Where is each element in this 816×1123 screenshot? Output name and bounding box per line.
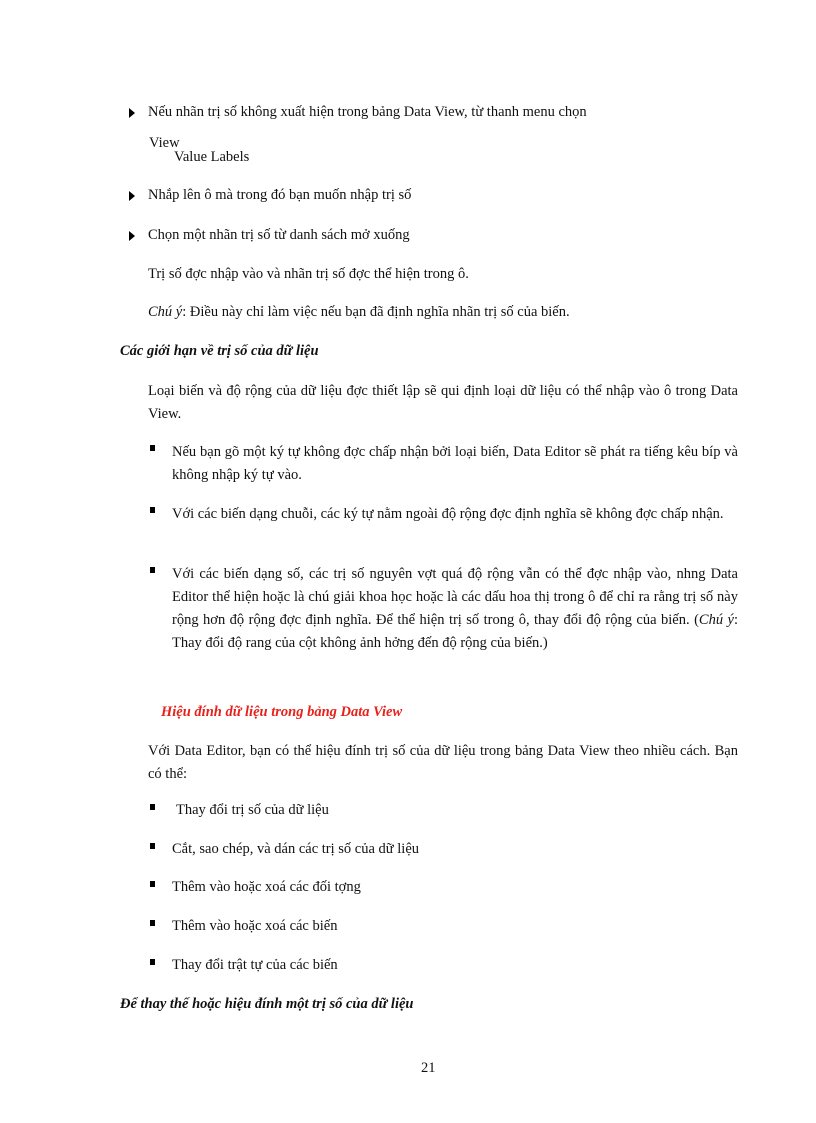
edit-item-5: Thay đổi trật tự của các biến (172, 957, 338, 973)
note-text: : Điều này chỉ làm việc nếu bạn đã định nghĩa nhãn trị số của biến. (182, 304, 570, 320)
note-2-open: ( (694, 612, 699, 628)
limits-item-3-text: Với các biến dạng số, các trị số nguyên vợt quá độ rộng vẫn có thể đợc nhập vào, nhng Data Editor thể hiện hoặc là chú giải khoa học hoặc là các dấu hoa thị trong ô để chỉ ra rằng trị số này rộng hơn độ rộng đợc định nghĩa. Để thể hiện trị số trong ô, thay đổi độ rộng của biến. (172, 566, 738, 628)
note-1 (148, 304, 570, 321)
bullet-text-3: Chọn một nhãn trị số từ danh sách mở xuống (148, 227, 410, 243)
square-bullet-icon (150, 881, 155, 887)
limits-item-1: Nếu bạn gõ một ký tự không đợc chấp nhận bởi loại biến, Data Editor sẽ phát ra tiếng kêu bíp và không nhập ký tự vào. (172, 444, 738, 483)
square-bullet-icon (150, 507, 155, 513)
triangle-bullet-icon (129, 231, 135, 241)
edit-paragraph: Với Data Editor, bạn có thể hiệu đính trị số của dữ liệu trong bảng Data View theo nhiều cách. Bạn có thể: (148, 743, 738, 782)
bullet-text-1: Nếu nhãn trị số không xuất hiện trong bảng Data View, từ thanh menu chọn (148, 104, 587, 120)
triangle-bullet-icon (129, 191, 135, 201)
limits-paragraph: Loại biến và độ rộng của dữ liệu đợc thiết lập sẽ qui định loại dữ liệu có thể nhập vào ô trong Data View. (148, 383, 738, 422)
result-text: Trị số đợc nhập vào và nhãn trị số đợc thể hiện trong ô. (148, 266, 469, 282)
square-bullet-icon (150, 445, 155, 451)
menu-view-label: View (149, 135, 180, 151)
triangle-bullet-icon (129, 108, 135, 118)
limits-item-2: Với các biến dạng chuỗi, các ký tự nằm ngoài độ rộng đợc định nghĩa sẽ không đợc chấp nhận. (172, 506, 724, 522)
note-label: Chú ý (148, 304, 183, 320)
menu-value-labels: Value Labels (174, 149, 250, 165)
square-bullet-icon (150, 959, 155, 965)
bullet-text-2: Nhắp lên ô mà trong đó bạn muốn nhập trị số (148, 187, 412, 203)
section-heading-limits: Các giới hạn về trị số của dữ liệu (120, 343, 319, 359)
section-heading-replace: Để thay thế hoặc hiệu đính một trị số của dữ liệu (120, 996, 414, 1012)
section-heading-edit: Hiệu đính dữ liệu trong bảng Data View (161, 704, 403, 720)
edit-item-2: Cắt, sao chép, và dán các trị số của dữ liệu (172, 841, 420, 857)
square-bullet-icon (150, 920, 155, 926)
note-2-label: Chú ý (698, 612, 734, 628)
limits-item-3 (172, 563, 738, 655)
note-2-text: : Thay đổi độ rang của cột không ảnh hởng đến độ rộng của biến.) (172, 612, 739, 651)
page-number: 21 (421, 1060, 436, 1076)
edit-item-3: Thêm vào hoặc xoá các đối tợng (172, 879, 361, 895)
edit-item-1: Thay đổi trị số của dữ liệu (176, 802, 329, 818)
square-bullet-icon (150, 804, 155, 810)
square-bullet-icon (150, 843, 155, 849)
square-bullet-icon (150, 567, 155, 573)
edit-item-4: Thêm vào hoặc xoá các biến (172, 918, 338, 934)
